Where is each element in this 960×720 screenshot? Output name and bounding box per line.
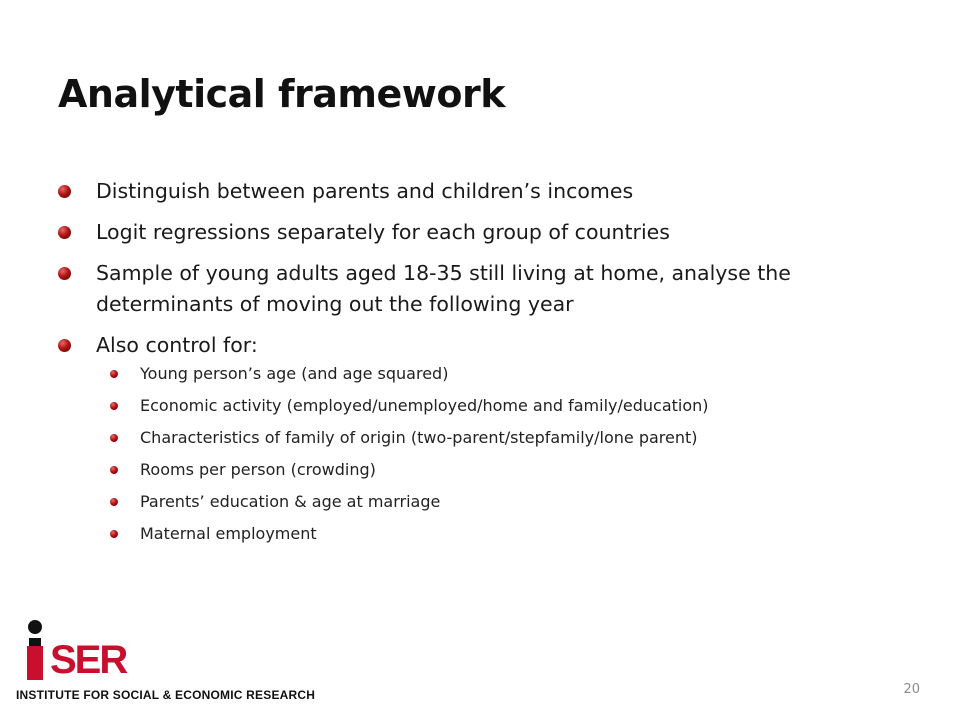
sub-bullet-item bbox=[110, 491, 918, 512]
bullet-icon bbox=[58, 267, 71, 280]
sub-bullet-text: Characteristics of family of origin (two-parent/stepfamily/lone parent) bbox=[140, 428, 698, 447]
bullet-item bbox=[58, 258, 918, 320]
sub-bullet-icon bbox=[110, 466, 118, 474]
sub-bullet-icon bbox=[110, 498, 118, 506]
bullet-text: Sample of young adults aged 18-35 still living at home, analyse the determinants of moving out the following year bbox=[96, 261, 791, 316]
sub-bullet-item bbox=[110, 523, 918, 544]
bullet-text: Also control for: bbox=[96, 333, 258, 357]
bullet-list bbox=[58, 176, 918, 555]
sub-bullet-item bbox=[110, 427, 918, 448]
bullet-icon bbox=[58, 226, 71, 239]
sub-bullet-text: Rooms per person (crowding) bbox=[140, 460, 376, 479]
bullet-icon bbox=[58, 185, 71, 198]
bullet-text: Distinguish between parents and children’s incomes bbox=[96, 179, 634, 203]
slide-title: Analytical framework bbox=[58, 72, 506, 116]
sub-bullet-item bbox=[110, 395, 918, 416]
bullet-item bbox=[58, 217, 918, 248]
sub-bullet-list bbox=[96, 363, 918, 544]
sub-bullet-item bbox=[110, 459, 918, 480]
sub-bullet-item bbox=[110, 363, 918, 384]
sub-bullet-text: Parents’ education & age at marriage bbox=[140, 492, 441, 511]
sub-bullet-text: Young person’s age (and age squared) bbox=[140, 364, 449, 383]
sub-bullet-text: Economic activity (employed/unemployed/home and family/education) bbox=[140, 396, 709, 415]
iser-logo bbox=[14, 618, 354, 708]
page-number: 20 bbox=[903, 682, 920, 697]
logo-i-icon bbox=[18, 618, 48, 688]
sub-bullet-icon bbox=[110, 434, 118, 442]
sub-bullet-icon bbox=[110, 402, 118, 410]
bullet-item bbox=[58, 176, 918, 207]
bullet-item bbox=[58, 330, 918, 544]
logo-tagline: INSTITUTE FOR SOCIAL & ECONOMIC RESEARCH bbox=[16, 688, 316, 702]
bullet-text: Logit regressions separately for each group of countries bbox=[96, 220, 670, 244]
sub-bullet-icon bbox=[110, 370, 118, 378]
sub-bullet-icon bbox=[110, 530, 118, 538]
logo-wordmark: SER bbox=[50, 638, 127, 682]
bullet-icon bbox=[58, 339, 71, 352]
sub-bullet-text: Maternal employment bbox=[140, 524, 317, 543]
